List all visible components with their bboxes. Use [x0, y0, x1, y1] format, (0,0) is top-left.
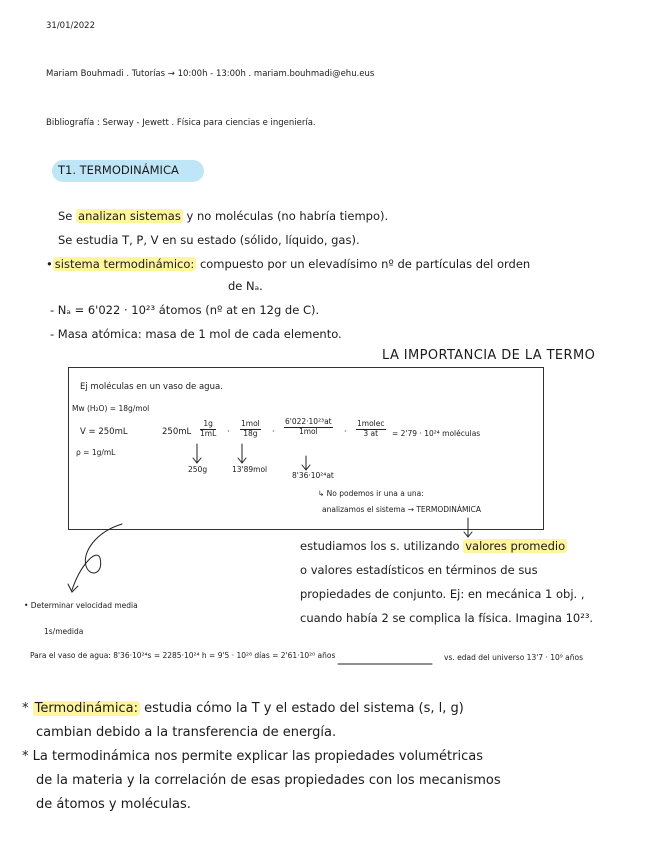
example-heading: Ej moléculas en un vaso de agua. [80, 382, 223, 392]
summary-1-term: Termodinámica: [34, 701, 138, 716]
sub-result-mass: 250g [188, 465, 208, 474]
factor-4-num: 1molec [357, 419, 385, 428]
section-title: T1. TERMODINÁMICA [58, 163, 179, 177]
factor-3-den: 1mol [298, 426, 318, 436]
intro-line-2: Se estudia T, P, V en su estado (sólido, líquido, gas). [58, 233, 360, 247]
intro-line-1-post: y no moléculas (no habría tiempo). [186, 209, 389, 223]
intro-highlight: analizan sistemas [78, 209, 181, 223]
molar-mass: Mw (H₂O) = 18g/mol [72, 404, 150, 413]
sub-result-atoms: 8'36·10²⁴at [292, 471, 334, 480]
system-definition-cont: de Nₐ. [228, 279, 263, 293]
arrow-mass [193, 444, 201, 463]
factor-2-num: 1mol [241, 419, 260, 428]
dot-1: · [227, 427, 230, 437]
contact-line: Mariam Bouhmadi . Tutorías → 10:00h - 13:00h . mariam.bouhmadi@ehu.eus [46, 69, 375, 79]
summary-1-star: * [22, 701, 29, 716]
avogadro-line: - Nₐ = 6'022 · 10²³ átomos (nº at en 12g de C). [50, 303, 320, 317]
sub-result-moles: 13'89mol [232, 465, 268, 474]
arrow-moles [238, 444, 246, 463]
arrow-to-velocity [68, 524, 122, 592]
note-line-2: analizamos el sistema → TERMODINÁMICA [322, 505, 482, 514]
arrow-atoms [302, 456, 310, 470]
intro-line-1-pre: Se [58, 209, 73, 223]
volume: V = 250mL [80, 427, 128, 437]
summary-1-text: estudia cómo la T y el estado del sistema (s, l, g) [144, 701, 464, 716]
stats-line-2: o valores estadísticos en términos de sus [300, 563, 538, 577]
atomic-mass-line: - Masa atómica: masa de 1 mol de cada elemento. [50, 327, 342, 341]
stats-line-3: propiedades de conjunto. Ej: en mecánica 1 obj. , [300, 587, 585, 601]
system-term: sistema termodinámico: [54, 257, 195, 271]
importance-heading: LA IMPORTANCIA DE LA TERMO [382, 348, 596, 363]
factor-3-num: 6'022·10²³at [285, 417, 332, 426]
factor-1-den: 1mL [200, 428, 217, 438]
note-line-1: ↳ No podemos ir una a una: [318, 489, 424, 498]
summary-2-star: * [22, 749, 29, 764]
velocity-rate: 1s/medida [44, 627, 84, 636]
stats-line-1-pre: estudiamos los s. utilizando [300, 539, 460, 553]
calc-result: = 2'79 · 10²⁴ moléculas [392, 429, 481, 438]
factor-4-den: 3 at [363, 428, 379, 438]
calc-start: 250mL [162, 427, 192, 437]
system-text: compuesto por un elevadísimo nº de partículas del orden [199, 257, 531, 271]
summary-2-cont-1: de la materia y la correlación de esas propiedades con los mecanismos [36, 773, 501, 788]
summary-2-cont-2: de átomos y moléculas. [36, 797, 191, 812]
stats-highlight: valores promedio [465, 539, 566, 553]
dot-3: · [344, 427, 347, 437]
velocity-bullet: • Determinar velocidad media [24, 601, 138, 610]
velocity-compare: vs. edad del universo 13'7 · 10⁹ años [444, 653, 583, 662]
factor-2-den: 18g [243, 428, 258, 438]
factor-1-num: 1g [200, 420, 216, 430]
bullet-dot: • [46, 257, 53, 271]
date: 31/01/2022 [46, 21, 95, 31]
dot-2: · [272, 427, 275, 437]
summary-2-text: La termodinámica nos permite explicar las propiedades volumétricas [32, 749, 483, 764]
stats-line-4: cuando había 2 se complica la física. Imagina 10²³. [300, 611, 594, 625]
bibliography-line: Bibliografía : Serway - Jewett . Física para ciencias e ingeniería. [46, 118, 316, 128]
velocity-calc: Para el vaso de agua: 8'36·10²⁴s = 2285·10²⁴ h = 9'5 · 10²⁸ días = 2'61·10²⁰ años [30, 651, 336, 660]
density: ρ = 1g/mL [76, 448, 116, 457]
summary-1-cont: cambian debido a la transferencia de energía. [36, 725, 337, 740]
arrow-to-stats [464, 518, 472, 537]
